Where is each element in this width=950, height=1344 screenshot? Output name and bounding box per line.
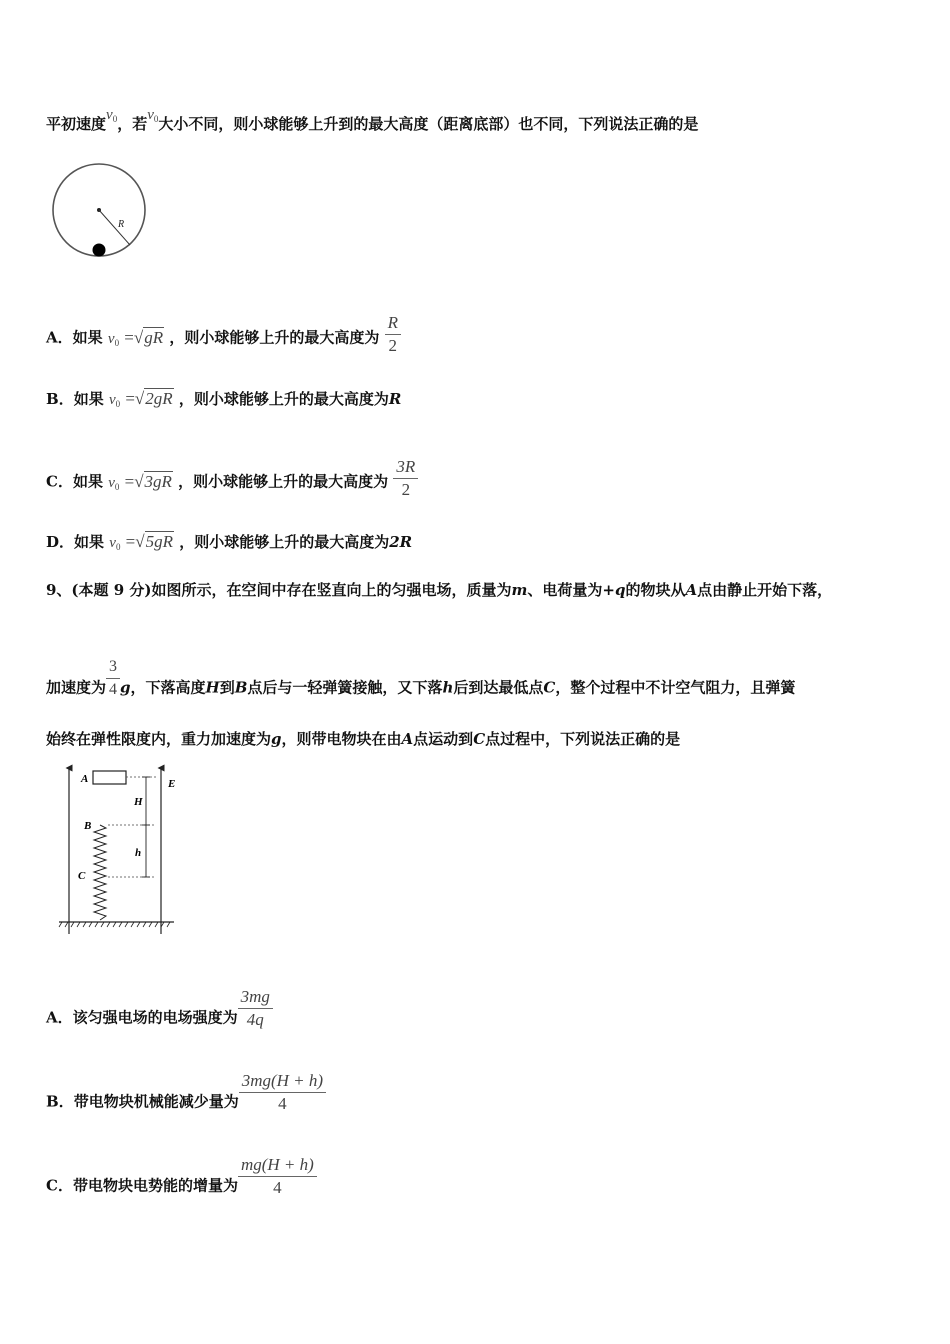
label-h-small: h [135,847,142,859]
intro-line: 平初速度$v_0$，若$v_0$大小不同，则小球能够上升到的最大高度（距离底部）也不同，下列说法正确的是 [46,107,699,133]
label-b: B [84,820,92,832]
sqrt-expr: =√2gR [125,389,173,408]
v0-symbol: $v_0$ [108,392,121,409]
q9-option-b: B．带电物块机械能减少量为 $\frac{3mg(H + h)}{4}$ [46,1080,326,1125]
acc-fraction: $\frac{3}{4}$ [106,656,120,701]
q9-line-2: 加速度为 $\frac{3}{4}$ g，下落高度H到B点后与一轻弹簧接触，又下落h后到达最低点C，整个过程中不计空气阻力，且弹簧 [46,666,795,711]
ball [93,244,106,257]
label-a: A [81,773,89,785]
q9-option-a: A．该匀强电场的电场强度为 $\frac{3mg}{4q}$ [46,996,273,1041]
spring [94,825,106,920]
block-a [93,771,126,784]
answer-fraction: $\frac{R}{2}$ [385,312,401,357]
sqrt-expr: =√3gR [124,471,172,491]
v0-symbol: $v_0$ [108,474,120,492]
v0-symbol: $v_0$ [147,107,159,124]
answer-fraction: $\frac{mg(H + h)}{4}$ [238,1154,317,1199]
v0-symbol: $v_0$ [107,330,120,348]
v0-symbol: $v_0$ [106,107,118,124]
circle-figure [46,160,156,265]
q9-line-3: 始终在弹性限度内，重力加速度为g，则带电物块在由A点运动到C点过程中，下列说法正确的是 [46,730,681,748]
q9-option-c: C．带电物块电势能的增量为 $\frac{mg(H + h)}{4}$ [46,1164,317,1209]
q9-line-1: 9、(本题 9 分)如图所示，在空间中存在竖直向上的匀强电场，质量为m、电荷量为+q的物块从A点由静止开始下落， [46,581,833,599]
answer-fraction: $\frac{3mg}{4q}$ [238,986,273,1031]
radius-line [99,210,130,245]
spring-figure [56,762,186,940]
label-h-big: H [134,796,143,808]
label-e: E [168,778,176,790]
q8-option-c: C．如果 $v_0 =√3gR$ ，则小球能够上升的最大高度为 $\frac{3R}{2}$ [46,460,418,505]
q8-option-d: D．如果 $v_0 =√5gR$ ，则小球能够上升的最大高度为2R [46,532,413,552]
answer-fraction: $\frac{3mg(H + h)}{4}$ [239,1070,326,1115]
q8-option-a: A．如果 $v_0 =√gR$ ，则小球能够上升的最大高度为 $\frac{R}{2}$ [46,316,401,361]
radius-label: R [118,219,125,230]
answer-fraction: $\frac{3R}{2}$ [393,456,418,501]
label-c: C [78,870,86,882]
q8-option-b: B．如果 $v_0 =√2gR$ ，则小球能够上升的最大高度为R [46,389,402,409]
v0-symbol: $v_0$ [109,535,121,552]
sqrt-expr: =√5gR [125,532,173,551]
sqrt-expr: =√gR [124,327,164,347]
